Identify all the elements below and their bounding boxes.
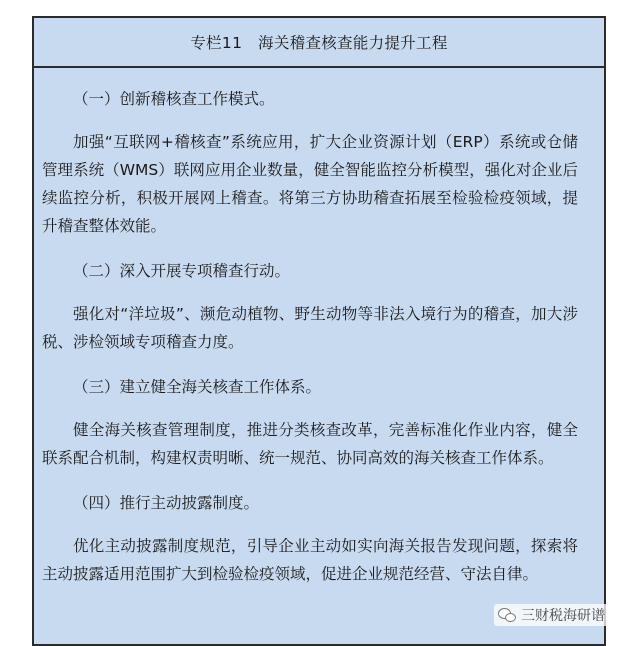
watermark-text: 三财税海研谱 — [521, 608, 605, 624]
source-watermark — [494, 604, 609, 626]
section-body-3: 健全海关核查管理制度，推进分类核查改革，完善标准化作业内容，健全联系配合机制，构建权责明晰、统一规范、协同高效的海关核查工作体系。 — [42, 421, 578, 467]
section-heading-3: （三）建立健全海关核查工作体系。 — [73, 378, 322, 396]
column-content — [34, 85, 604, 588]
section-heading-2: （二）深入开展专项稽查行动。 — [73, 262, 291, 280]
section-body-4: 优化主动披露制度规范，引导企业主动如实向海关报告发现问题，探索将主动披露适用范围扩大到检验检疫领域，促进企业规范经营、守法自律。 — [42, 537, 578, 583]
section-body-2: 强化对“洋垃圾”、濒危动植物、野生动物等非法入境行为的稽查，加大涉税、涉检领域专项稽查力度。 — [42, 305, 578, 351]
section-heading-4: （四）推行主动披露制度。 — [73, 494, 260, 512]
column-box — [32, 16, 606, 646]
wechat-icon — [498, 608, 516, 622]
column-title: 专栏11 海关稽查核查能力提升工程 — [34, 18, 604, 68]
section-heading-1: （一）创新稽核查工作模式。 — [73, 90, 275, 108]
section-body-1: 加强“互联网+稽核查”系统应用，扩大企业资源计划（ERP）系统或仓储管理系统（WMS）联网应用企业数量，健全智能监控分析模型，强化对企业后续监控分析，积极开展网上稽查。将第三方协助稽查拓展至检验检疫领域，提升稽查整体效能。 — [42, 133, 578, 235]
